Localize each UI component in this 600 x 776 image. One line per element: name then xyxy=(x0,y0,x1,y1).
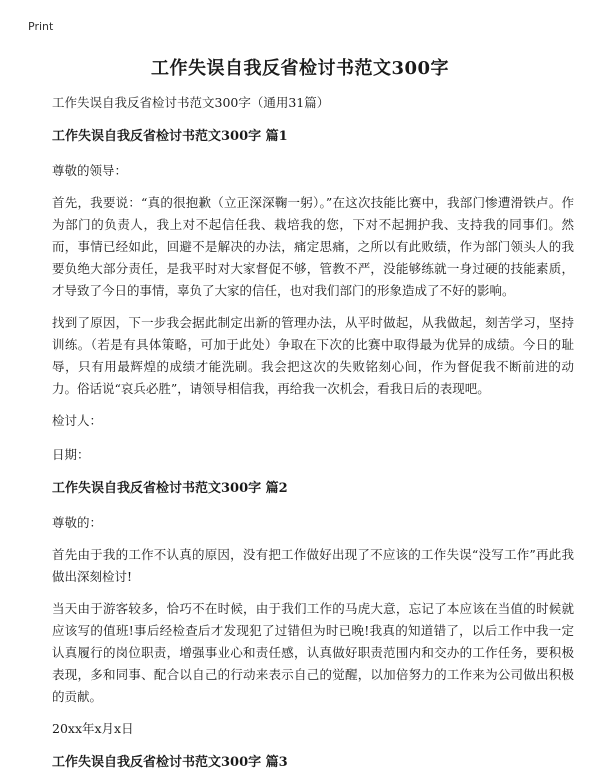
section-heading-1: 工作失误自我反省检讨书范文300字 篇1 xyxy=(52,129,288,144)
section-heading-2: 工作失误自我反省检讨书范文300字 篇2 xyxy=(52,481,288,496)
date-line-2: 20xx年x月x日 xyxy=(52,721,134,736)
print-label[interactable]: Print xyxy=(28,20,54,33)
paragraph-1-2: 找到了原因，下一步我会据此制定出新的管理办法，从平时做起，从我做起，刻苦学习，坚持训练。（若是有具体策略，可加于此处）争取在下次的比赛中取得最为优异的成绩。今日的耻辱，只有用最辉煌的成绩才能洗刷。我会把这次的失败铭刻心间，作为督促我不断前进的动力。俗话说“哀兵必胜”，请领导相信我，再给我一次机会，看我日后的表现吧。 xyxy=(52,315,574,396)
paragraph-1-1: 首先，我要说：“真的很抱歉（立正深深鞠一躬）。”在这次技能比赛中，我部门惨遭滑铁卢。作为部门的负责人，我上对不起信任我、栽培我的您，下对不起拥护我、支持我的同事们。然而，事情已经如此，回避不是解决的办法，痛定思痛，之所以有此败绩，作为部门领头人的我要负绝大部分责任，是我平时对大家督促不够，管教不严，没能够练就一身过硬的技能素质，才导致了今日的事情，辜负了大家的信任，也对我们部门的形象造成了不好的影响。 xyxy=(52,195,574,298)
document-subtitle: 工作失误自我反省检讨书范文300字（通用31篇） xyxy=(52,95,330,110)
signer-line: 检讨人： xyxy=(52,413,103,428)
document-body xyxy=(52,92,574,776)
section-heading-3: 工作失误自我反省检讨书范文300字 篇3 xyxy=(52,755,288,770)
date-line-1: 日期： xyxy=(52,447,90,462)
greeting-2: 尊敬的： xyxy=(52,515,103,530)
page-title: 工作失误自我反省检讨书范文300字 xyxy=(150,58,450,79)
paragraph-2-1: 首先由于我的工作不认真的原因，没有把工作做好出现了不应该的工作失误“没写工作”再此我做出深刻检讨! xyxy=(52,547,574,584)
paragraph-2-2: 当天由于游客较多，恰巧不在时候，由于我们工作的马虎大意，忘记了本应该在当值的时候就应该写的值班!事后经检查后才发现犯了过错但为时已晚!我真的知道错了，以后工作中我一定认真履行的岗位职责，增强事业心和责任感，认真做好职责范围内和交办的工作任务，要积极表现，多和同事、配合以自己的行动来表示自己的觉醒，以加倍努力的工作来为公司做出积极的贡献。 xyxy=(52,601,574,704)
greeting-1: 尊敬的领导： xyxy=(52,163,128,178)
